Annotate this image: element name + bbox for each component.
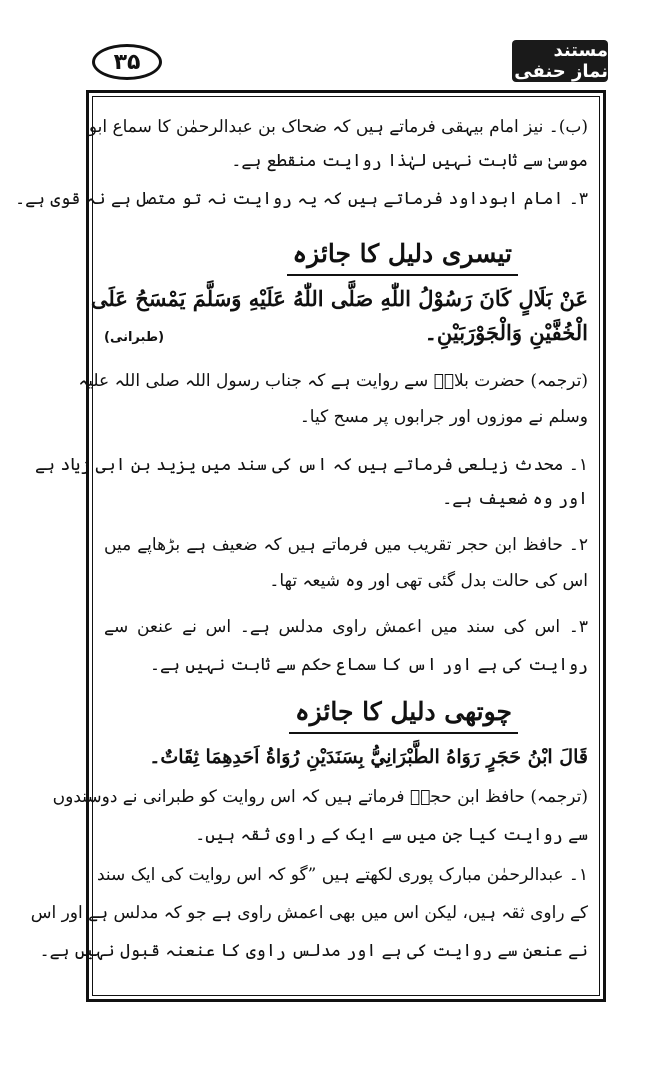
text-line: ۲۔ حافظ ابن حجر تقریب میں فرماتے ہیں کہ ضعیف ہے بڑھاپے میں [104,535,588,555]
text-line: وسلم نے موزوں اور جرابوں پر مسح کیا۔ [299,407,588,427]
arabic-text: الْخُفَّيْنِ وَالْجَوْرَبَيْنِ۔ [424,320,588,345]
section-heading: چوتھی دلیل کا جائزہ [289,694,518,734]
text-line: ۱۔ محدث زیلعی فرماتے ہیں کہ اس کی سند میں یزید بن ابی زیاد ہے [35,455,588,475]
arabic-text: عَنْ بَلَالٍ كَانَ رَسُوْلُ اللّٰهِ صَلَّى اللّٰهُ عَلَيْهِ وَسَلَّمَ يَمْسَحُ عَلَى [90,286,588,311]
text-line: (ترجمہ) حضرت بلالؓ سے روایت ہے کہ جناب رسول اللہ صلی اللہ علیہ [78,371,588,391]
text-line: نے عنعن سے روایت کی ہے اور مدلس راوی کا عنعنہ قبول نہیں ہے۔ [39,941,588,961]
arabic-text: قَالَ ابْنُ حَجَرٍ رَوَاهُ الطَّبْرَانِيُّ بِسَنَدَيْنِ رُوَاةُ اَحَدِهِمَا ثِقَاتٌ۔ [149,746,588,768]
text-line: سے روایت کیا جن میں سے ایک کے راوی ثقہ ہیں۔ [195,825,588,845]
text-line: ۱۔ عبدالرحمٰن مبارک پوری لکھتے ہیں ”گو کہ اس روایت کی ایک سند [97,865,588,885]
book-title: مستند نماز حنفی [512,40,608,82]
text-line: اس کی حالت بدل گئی تھی اور وہ شیعہ تھا۔ [269,571,588,591]
text-line: اور وہ ضعیف ہے۔ [442,489,588,509]
text-line: (ترجمہ) حافظ ابن حجرؒ فرماتے ہیں کہ اس روایت کو طبرانی نے دوسندوں [52,787,588,807]
text-line: ۳۔ اس کی سند میں اعمش راوی مدلس ہے۔ اس نے عنعن سے [104,617,588,637]
text-line: کے راوی ثقہ ہیں، لیکن اس میں بھی اعمش راوی ہے جو کہ مدلس ہے اور اس [30,903,588,923]
text-line: موسیٰ سے ثابت نہیں لہٰذا روایت منقطع ہے۔ [231,151,588,171]
text-line: روایت کی ہے اور اس کا سماع حکم سے ثابت نہیں ہے۔ [150,655,588,675]
page-content [15,104,588,988]
page-number: ۳۵ [92,44,162,80]
text-line: ۳۔ امام ابوداود فرماتے ہیں کہ یہ روایت نہ تو متصل ہے نہ قوی ہے۔ [15,189,588,209]
text-line: (ب)۔ نیز امام بیہقی فرماتے ہیں کہ ضحاک بن عبدالرحمٰن کا سماع ابو [88,117,588,137]
section-heading: تیسری دلیل کا جائزہ [287,236,519,276]
source-citation: (طبرانی) [104,330,165,345]
